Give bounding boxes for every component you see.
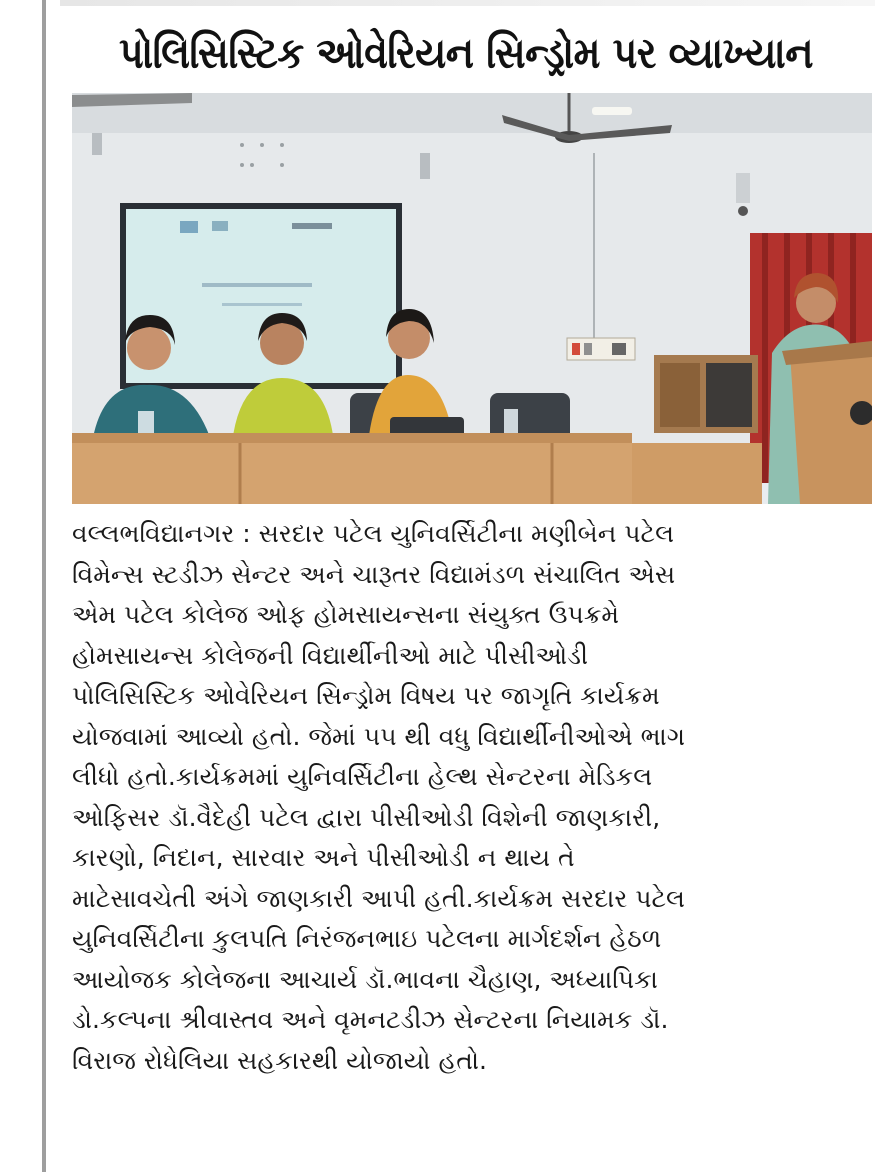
body-line: પોલિસિસ્ટિક ઓવેરિયન સિન્ડ્રોમ વિષય પર જાગૃતિ કાર્યક્રમ bbox=[72, 681, 660, 710]
body-line: હોમસાયન્સ કોલેજની વિદ્યાર્થીનીઓ માટે પીસીઓડી bbox=[72, 640, 589, 670]
body-line: ઓફિસર ડૉ.વૈદેહી પટેલ દ્વારા પીસીઓડી વિશેની જાણકારી, bbox=[72, 802, 661, 832]
body-line: એમ પટેલ કોલેજ ઓફ હોમસાયન્સના સંયુક્ત ઉપક્રમે bbox=[72, 600, 620, 629]
article-headline: પોલિસિસ્ટિક ઓવેરિયન સિન્ડ્રોમ પર વ્યાખ્યાન bbox=[118, 27, 814, 78]
body-line: યોજવામાં આવ્યો હતો. જેમાં ૫૫ થી વધુ વિદ્યાર્થીનીઓએ ભાગ bbox=[72, 721, 685, 751]
article-body bbox=[72, 514, 867, 1081]
head-table bbox=[72, 433, 762, 504]
body-line: લીધો હતો.કાર્યક્રમમાં યુનિવર્સિટીના હેલ્થ સેન્ટરના મેડિકલ bbox=[72, 762, 653, 791]
body-line: યુનિવર્સિટીના કુલપતિ નિરંજનભાઇ પટેલના માર્ગદર્શન હેઠળ bbox=[72, 924, 662, 953]
event-photo bbox=[72, 93, 872, 504]
body-line: કારણો, નિદાન, સારવાર અને પીસીઓડી ન થાય તે bbox=[72, 843, 575, 872]
body-line: ડો.કલ્પના શ્રીવાસ્તવ અને વૃમનટડીઝ સેન્ટરના નિયામક ડૉ. bbox=[72, 1005, 669, 1034]
body-line: વિરાજ રોધેલિયા સહકારથી યોજાયો હતો. bbox=[72, 1045, 487, 1075]
body-line: આયોજક કોલેજના આચાર્ય ડૉ.ભાવના ચૈહાણ, અધ્યાપિકા bbox=[72, 964, 658, 994]
previous-article-edge bbox=[60, 0, 875, 6]
body-line: વલ્લભવિદ્યાનગર : સરદાર પટેલ યુનિવર્સિટીના મણીબેન પટેલ bbox=[72, 519, 674, 548]
body-line: વિમેન્સ સ્ટડીઝ સેન્ટર અને ચારૂતર વિદ્યામંડળ સંચાલિત એસ bbox=[72, 559, 676, 589]
body-line: માટેસાવચેતી અંગે જાણકારી આપી હતી.કાર્યક્રમ સરદાર પટેલ bbox=[72, 883, 685, 913]
column-rule bbox=[42, 0, 46, 1172]
